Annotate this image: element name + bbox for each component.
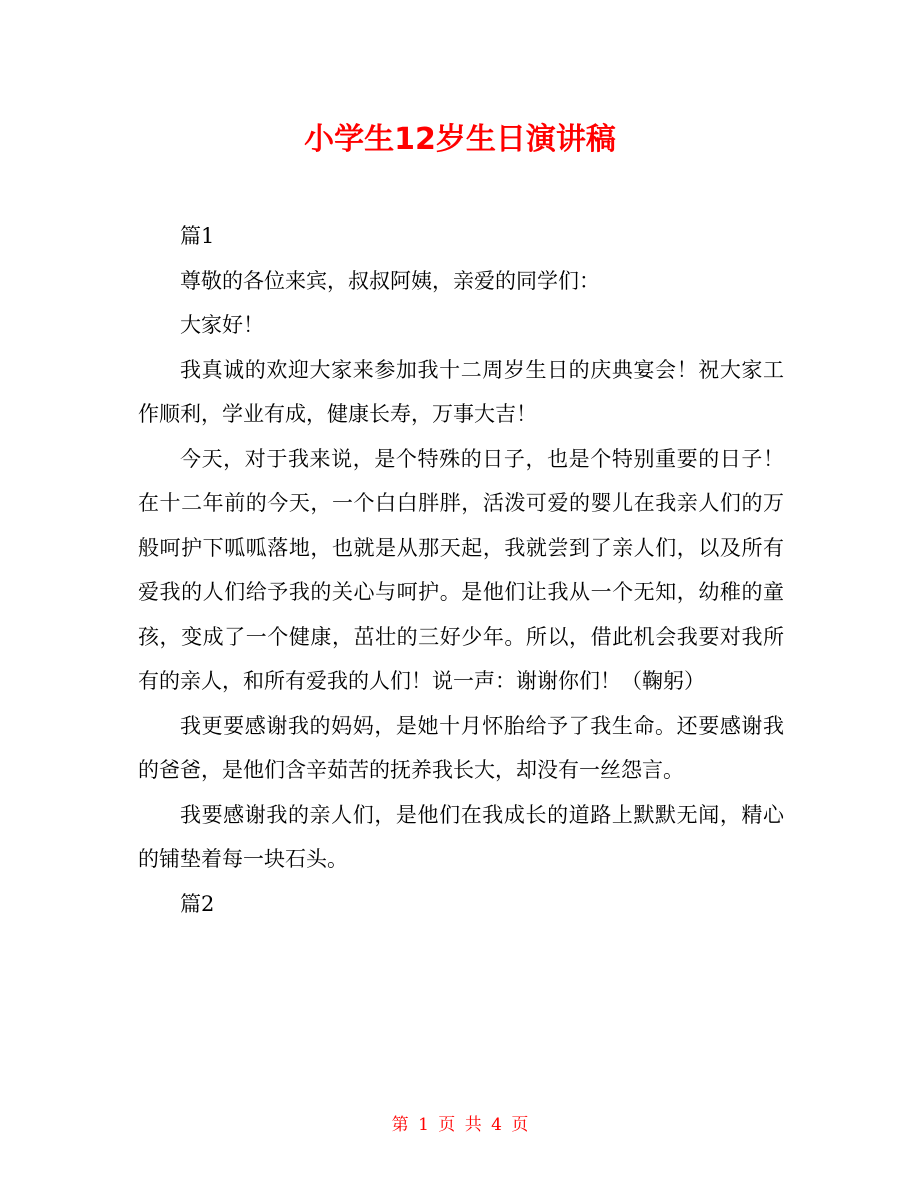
document-title: 小学生12岁生日演讲稿 — [304, 122, 616, 157]
section-heading-2: 篇2 — [180, 891, 215, 916]
greeting: 大家好！ — [180, 313, 264, 337]
page-number-footer: 第 1 页 共 4 页 — [391, 1115, 529, 1135]
paragraph-today: 今天，对于我来说，是个特殊的日子，也是个特别重要的日子！在十二年前的今天，一个白白胖胖，活泼可爱的婴儿在我亲人们的万般呵护下呱呱落地，也就是从那天起，我就尝到了亲人们，以及所有爱我的人们给予我的关心与呵护。是他们让我从一个无知，幼稚的童孩，变成了一个健康，茁壮的三好少年。所以，借此机会我要对我所有的亲人，和所有爱我的人们！说一声：谢谢你们！（鞠躬） — [138, 446, 784, 693]
document-body — [138, 214, 784, 926]
paragraph-welcome: 我真诚的欢迎大家来参加我十二周岁生日的庆典宴会！祝大家工作顺利，学业有成，健康长寿，万事大吉！ — [138, 357, 784, 426]
paragraph-relatives: 我要感谢我的亲人们，是他们在我成长的道路上默默无闻，精心的铺垫着每一块石头。 — [138, 802, 784, 871]
salutation: 尊敬的各位来宾，叔叔阿姨，亲爱的同学们： — [180, 268, 600, 293]
section-heading-1: 篇1 — [180, 224, 215, 248]
paragraph-parents: 我更要感谢我的妈妈，是她十月怀胎给予了我生命。还要感谢我的爸爸，是他们含辛茹苦的抚养我长大，却没有一丝怨言。 — [138, 713, 784, 782]
